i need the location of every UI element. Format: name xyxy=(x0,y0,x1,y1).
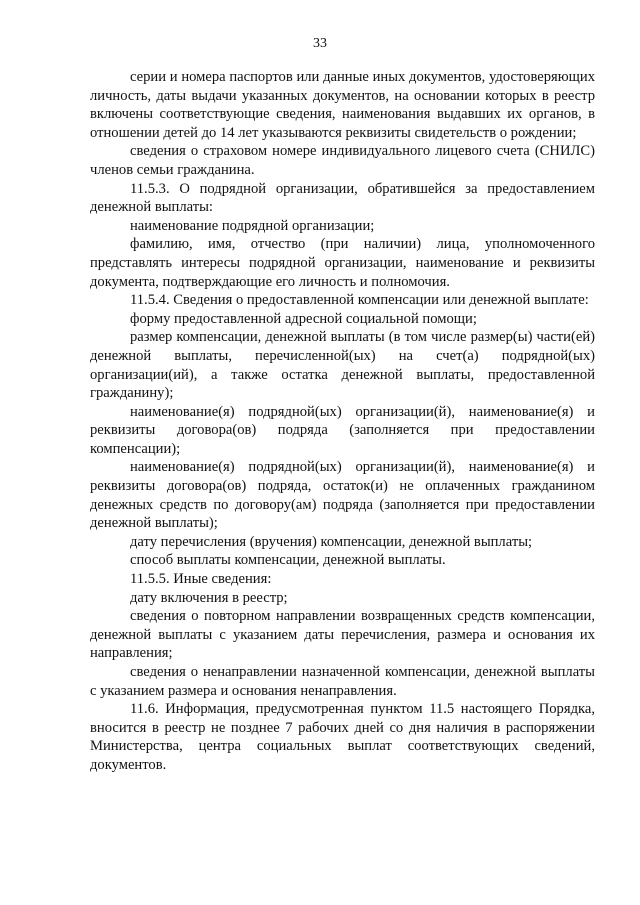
paragraph-contract-payment: наименование(я) подрядной(ых) организации(й), наименование(я) и реквизиты договора(ов) подряда, остаток(и) не оплаченных гражданином денежных средств по договору(ам) подряда (заполняется при предоставлении денежной выплаты); xyxy=(90,459,595,532)
paragraph-payment-method: способ выплаты компенсации, денежной выплаты. xyxy=(130,552,446,569)
paragraph-non-direction: сведения о ненаправлении назначенной компенсации, денежной выплаты с указанием размера и основания ненаправления. xyxy=(90,664,595,699)
paragraph-contractor-name: наименование подрядной организации; xyxy=(130,217,375,234)
paragraph-payment-amount: размер компенсации, денежной выплаты (в том числе размер(ы) части(ей) денежной выплаты, перечисленной(ых) на счет(а) подрядной(ых) организации(ий), а также остатка денежной выплаты, предоставленной гражданину); xyxy=(90,329,595,402)
paragraph-registry-date: дату включения в реестр; xyxy=(130,589,288,606)
document-body xyxy=(90,68,595,775)
paragraph-section-11-5-3: 11.5.3. О подрядной организации, обратившейся за предоставлением денежной выплаты: xyxy=(90,180,595,216)
paragraph-representative: фамилию, имя, отчество (при наличии) лица, уполномоченного представлять интересы подрядной организации, наименование и реквизиты документа, подтверждающие его личность и полномочия. xyxy=(90,236,595,290)
paragraph-repeat-direction: сведения о повторном направлении возвращенных средств компенсации, денежной выплаты с указанием даты перечисления, размера и основания их направления; xyxy=(90,608,595,662)
paragraph-transfer-date: дату перечисления (вручения) компенсации, денежной выплаты; xyxy=(130,533,533,550)
paragraph-snils: сведения о страховом номере индивидуального лицевого счета (СНИЛС) членов семьи гражданина. xyxy=(90,143,595,178)
paragraph-section-11-5-4: 11.5.4. Сведения о предоставленной компенсации или денежной выплате: xyxy=(130,292,589,309)
paragraph-assistance-form: форму предоставленной адресной социальной помощи; xyxy=(130,310,477,327)
paragraph-passport-details: серии и номера паспортов или данные иных документов, удостоверяющих личность, даты выдачи указанных документов, на основании которых в реестр включены соответствующие сведения, наименования выдавших их органов, в отношении детей до 14 лет указываются реквизиты свидетельств о рождении; xyxy=(90,69,595,141)
paragraph-section-11-5-5: 11.5.5. Иные сведения: xyxy=(130,571,272,588)
paragraph-section-11-6: 11.6. Информация, предусмотренная пунктом 11.5 настоящего Порядка, вносится в реестр не позднее 7 рабочих дней со дня наличия в распоряжении Министерства, центра социальных выплат соответствующих сведений, документов. xyxy=(90,701,595,773)
page-number: 33 xyxy=(313,36,327,51)
paragraph-contract-compensation: наименование(я) подрядной(ых) организации(й), наименование(я) и реквизиты договора(ов) подряда (заполняется при предоставлении компенсации); xyxy=(90,403,595,457)
